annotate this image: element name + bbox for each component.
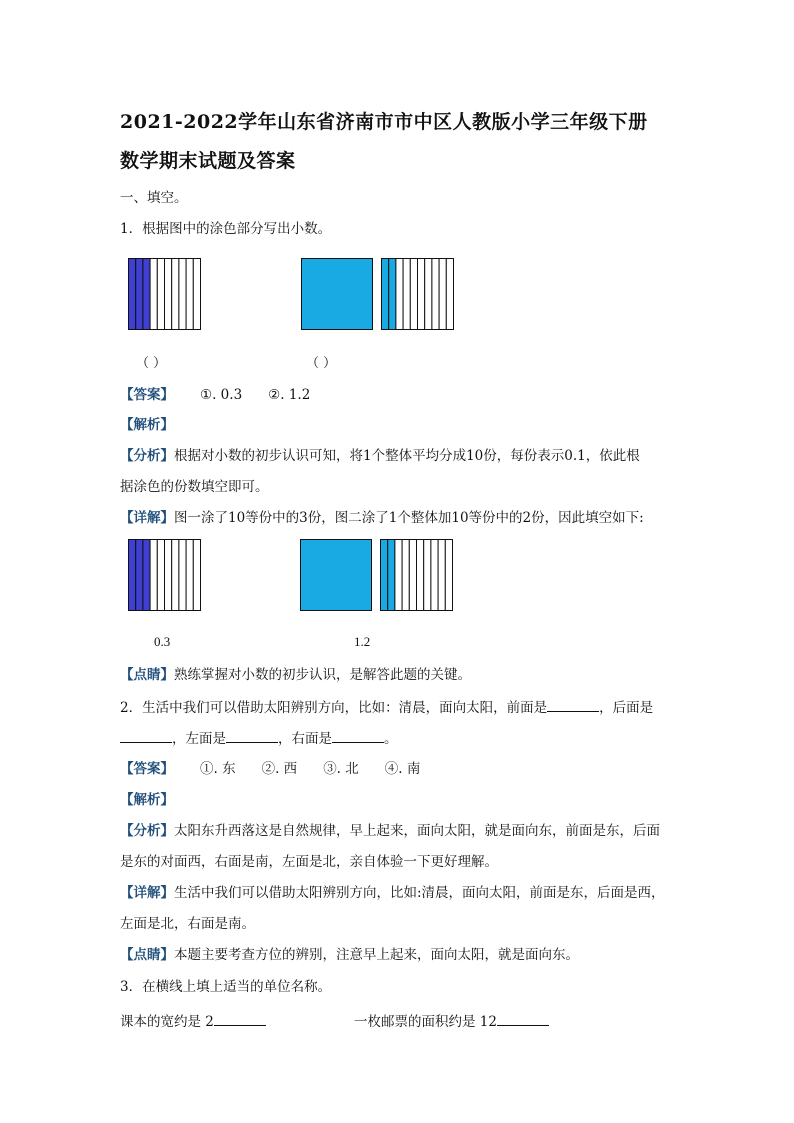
blank-strip (445, 540, 452, 611)
q2-detail-line1 (120, 883, 665, 903)
shaded-strip (129, 540, 136, 611)
figure-label-1: 0.3 (154, 634, 171, 649)
shaded-strip (389, 259, 396, 330)
document-title-line2: 数学期末试题及答案 (120, 150, 296, 172)
blank-strip (396, 259, 403, 330)
blank-strip (193, 259, 200, 330)
figure-strips-0-3 (128, 258, 202, 331)
blank-strip (439, 259, 446, 330)
document-title-line1: 2021-2022学年山东省济南市市中区人教版小学三年级下册 (120, 111, 648, 133)
figure-square-strips-1-2-solution (300, 539, 454, 612)
blank-strip (424, 540, 431, 611)
detail-label: 【详解】 (120, 885, 174, 901)
full-square (301, 540, 372, 611)
blank-strip (150, 540, 157, 611)
answer-item: ②. 西 (261, 761, 298, 777)
fill-blank[interactable] (497, 1011, 549, 1026)
blank-strip (395, 540, 402, 611)
shaded-strip (136, 259, 143, 330)
blank-strip (186, 259, 193, 330)
q2-answer-row (120, 759, 420, 779)
blank-strip (157, 259, 164, 330)
answer-tag: 【答案】 (120, 387, 174, 403)
blank-strip (186, 540, 193, 611)
comment-label: 【点睛】 (120, 667, 174, 683)
question-2-line2 (120, 728, 398, 749)
answer-tag: 【答案】 (120, 761, 174, 777)
answer-item: ③. 北 (323, 761, 359, 777)
q1-answer-row (120, 385, 310, 405)
shaded-strip (129, 259, 136, 330)
blank-strip (425, 259, 432, 330)
blank-strip (438, 540, 445, 611)
blank-strip (172, 540, 179, 611)
figure-label-2: 1.2 (354, 634, 371, 649)
q2-analysis-line1 (120, 821, 660, 841)
shaded-strip (143, 259, 150, 330)
blank-strip (172, 259, 179, 330)
fill-blank[interactable] (120, 728, 172, 743)
q2-text: ，右面是 (278, 731, 332, 747)
fill-blank[interactable] (226, 728, 278, 743)
fill-blank[interactable] (332, 728, 384, 743)
q3-item-text: 一枚邮票的面积约是 12 (354, 1014, 497, 1030)
q2-text: ，左面是 (172, 731, 226, 747)
blank-strip (446, 259, 453, 330)
fill-blank[interactable] (547, 697, 599, 712)
comment-label: 【点睛】 (120, 947, 174, 963)
question-3-text: 3．在横线上填上适当的单位名称。 (120, 979, 332, 995)
q3-item-1 (120, 1011, 266, 1032)
question-1-text: 1．根据图中的涂色部分写出小数。 (120, 221, 332, 237)
analysis-text: 根据对小数的初步认识可知，将1个整体平均分成10份，每份表示0.1，依此根 (174, 448, 640, 464)
q1-comment (120, 665, 471, 685)
q2-comment (120, 945, 579, 965)
figure-strips-0-3-solution (128, 539, 202, 612)
blank-strip (409, 540, 416, 611)
detail-text: 生活中我们可以借助太阳辨别方向，比如:清晨，面向太阳，前面是东，后面是西， (174, 885, 665, 901)
q2-detail-line2: 左面是北，右面是南。 (120, 916, 255, 932)
detail-label: 【详解】 (120, 510, 174, 526)
answer-item: ①. 东 (200, 761, 236, 777)
blank-strip (150, 259, 157, 330)
answer-item: ②. 1.2 (268, 387, 311, 403)
blank-strip (165, 540, 172, 611)
shaded-strip (136, 540, 143, 611)
blank-strip (193, 540, 200, 611)
shaded-strip (382, 259, 389, 330)
question-2-line1 (120, 697, 653, 718)
analysis-tag: 【解析】 (120, 417, 174, 433)
section-heading: 一、填空。 (120, 190, 188, 206)
fill-blank[interactable] (214, 1011, 266, 1026)
blank-strip (403, 259, 410, 330)
blank-strip (157, 540, 164, 611)
q3-item-text: 课本的宽约是 2 (120, 1014, 214, 1030)
blank-strip (432, 259, 439, 330)
shaded-strip (388, 540, 395, 611)
q2-text: 。 (384, 731, 398, 747)
answer-item: ④. 南 (384, 761, 421, 777)
blank-strip (417, 540, 424, 611)
answer-item: ①. 0.3 (200, 387, 243, 403)
analysis-label: 【分析】 (120, 823, 174, 839)
full-square (302, 259, 373, 330)
blank-strip (179, 259, 186, 330)
answer-blank-1: （ ） (136, 356, 167, 371)
q1-detail (120, 508, 644, 528)
blank-strip (431, 540, 438, 611)
comment-text: 本题主要考查方位的辨别，注意早上起来，面向太阳，就是面向东。 (174, 947, 579, 963)
q2-text: ，后面是 (599, 700, 654, 716)
shaded-strip (143, 540, 150, 611)
analysis-text: 太阳东升西落这是自然规律，早上起来，面向太阳，就是面向东，前面是东，后面 (174, 823, 660, 839)
figure-square-strips-1-2 (301, 258, 455, 331)
blank-strip (410, 259, 417, 330)
blank-strip (402, 540, 409, 611)
q1-analysis-line1 (120, 446, 640, 466)
q1-analysis-line2: 据涂色的份数填空即可。 (120, 479, 269, 495)
q2-analysis-line2: 是东的对面西，右面是南，左面是北，亲自体验一下更好理解。 (120, 854, 498, 870)
answer-blank-2: （ ） (306, 356, 337, 371)
detail-text: 图一涂了10等份中的3份，图二涂了1个整体加10等份中的2份，因此填空如下: (174, 510, 644, 526)
analysis-tag: 【解析】 (120, 792, 174, 808)
q2-text: 2．生活中我们可以借助太阳辨别方向，比如：清晨，面向太阳，前面是 (120, 700, 548, 716)
q3-item-2 (354, 1011, 549, 1032)
blank-strip (418, 259, 425, 330)
comment-text: 熟练掌握对小数的初步认识，是解答此题的关键。 (174, 667, 471, 683)
blank-strip (179, 540, 186, 611)
blank-strip (165, 259, 172, 330)
analysis-label: 【分析】 (120, 448, 174, 464)
shaded-strip (381, 540, 388, 611)
